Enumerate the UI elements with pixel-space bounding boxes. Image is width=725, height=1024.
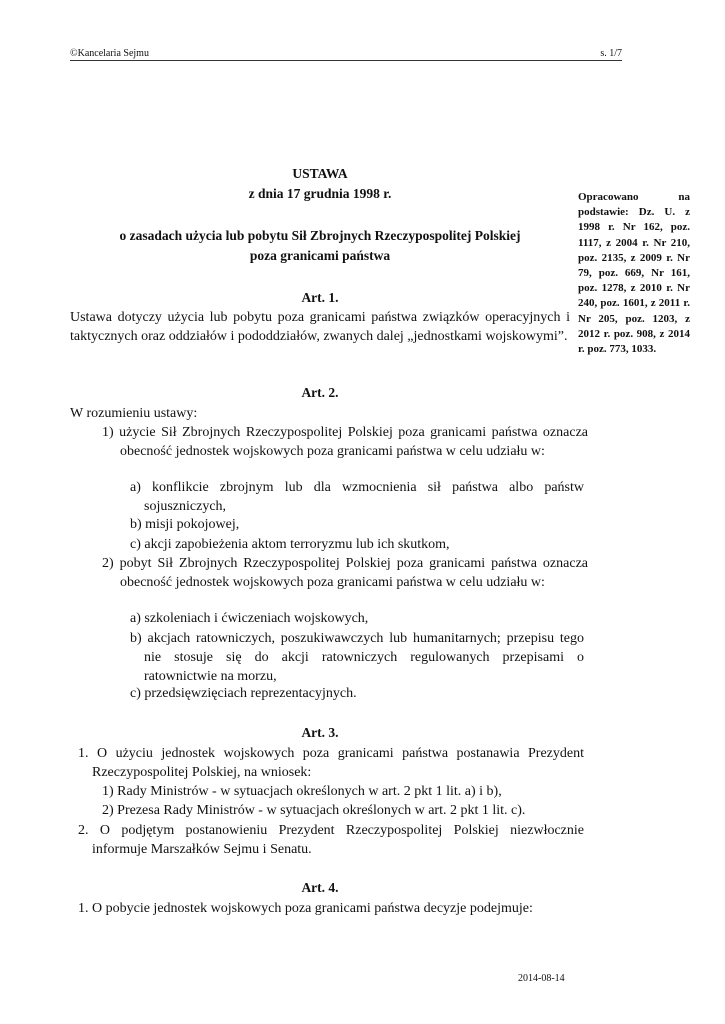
act-type-title: USTAWA <box>292 166 348 181</box>
art2-point1b: b) misji pokojowej, <box>130 517 240 532</box>
act-subject-line1: o zasadach użycia lub pobytu Sił Zbrojnych Rzeczypospolitej Polskiej <box>119 228 521 243</box>
art2-point2b: b) akcjach ratowniczych, poszukiwawczych lub humanitarnych; przepisu tego nie stosuje się do akcji ratowniczych regulowanych przepisami o ratownictwie na morzu, <box>130 631 584 684</box>
art2-point2a: a) szkoleniach i ćwiczeniach wojskowych, <box>130 611 369 626</box>
art3-section1-point1: 1) Rady Ministrów - w sytuacjach określonych w art. 2 pkt 1 lit. a) i b), <box>102 784 502 799</box>
art2-point1: 1) użycie Sił Zbrojnych Rzeczypospolitej Polskiej poza granicami państwa oznacza obecność jednostek wojskowych poza granicami państwa w celu udziału w: <box>102 425 588 459</box>
art1-text: Ustawa dotyczy użycia lub pobytu poza granicami państwa związków operacyjnych i taktycznych oraz oddziałów i pododdziałów, zwanych dalej „jednostkami wojskowymi”. <box>70 310 570 344</box>
header-page-number: s. 1/7 <box>600 48 622 59</box>
art4-section1: 1. O pobycie jednostek wojskowych poza granicami państwa decyzje podejmuje: <box>78 901 533 916</box>
header-source: ©Kancelaria Sejmu <box>70 48 149 59</box>
art2-heading: Art. 2. <box>301 385 339 400</box>
art3-heading: Art. 3. <box>301 725 339 740</box>
art3-section2: 2. O podjętym postanowieniu Prezydent Rzeczypospolitej Polskiej niezwłocznie informuje Marszałków Sejmu i Senatu. <box>78 823 584 857</box>
act-date: z dnia 17 grudnia 1998 r. <box>248 186 392 201</box>
source-note: Opracowano na podstawie: Dz. U. z 1998 r. Nr 162, poz. 1117, z 2004 r. Nr 210, poz. 2135, z 2009 r. Nr 79, poz. 669, Nr 161, poz. 1278, z 2010 r. Nr 240, poz. 1601, z 2011 r. Nr 205, poz. 1203, z 2012 r. poz. 908, z 2014 r. poz. 773, 1033. <box>578 191 690 356</box>
art2-point1a: a) konflikcie zbrojnym lub dla wzmocnienia sił państwa albo państw sojuszniczych, <box>130 480 584 514</box>
art2-point1c: c) akcji zapobieżenia aktom terroryzmu lub ich skutkom, <box>130 537 450 552</box>
art4-heading: Art. 4. <box>301 880 339 895</box>
act-subject-line2: poza granicami państwa <box>249 248 391 263</box>
art2-intro: W rozumieniu ustawy: <box>70 406 198 421</box>
art2-point2c: c) przedsięwzięciach reprezentacyjnych. <box>130 686 357 701</box>
art3-section1-point2: 2) Prezesa Rady Ministrów - w sytuacjach określonych w art. 2 pkt 1 lit. c). <box>102 803 526 818</box>
page-header <box>70 48 622 61</box>
art3-section1: 1. O użyciu jednostek wojskowych poza granicami państwa postanawia Prezydent Rzeczypospolitej Polskiej, na wniosek: <box>78 746 584 780</box>
art2-point2: 2) pobyt Sił Zbrojnych Rzeczypospolitej Polskiej poza granicami państwa oznacza obecność jednostek wojskowych poza granicami państwa w celu udziału w: <box>102 556 588 590</box>
art1-heading: Art. 1. <box>301 290 339 305</box>
footer-date: 2014-08-14 <box>518 973 565 984</box>
